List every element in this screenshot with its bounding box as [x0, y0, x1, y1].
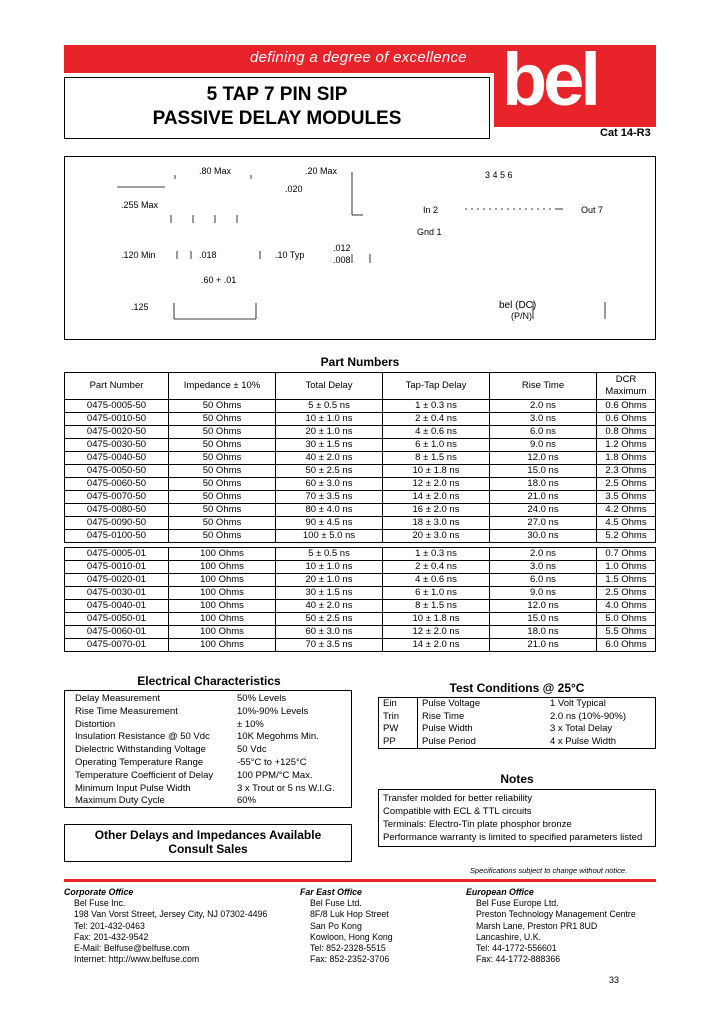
electrical-value: 3 x Trout or 5 ns W.I.G.	[237, 782, 335, 794]
table-cell: 50 ± 2.5 ns	[276, 613, 383, 626]
table-cell: 20 ± 3.0 ns	[383, 530, 490, 543]
dim-10-typ: .10 Typ	[275, 250, 305, 260]
note-item: Transfer molded for better reliability	[383, 793, 533, 804]
table-cell: 0475-0100-50	[65, 530, 169, 543]
table-cell: 8 ± 1.5 ns	[383, 600, 490, 613]
dim-80-max: .80 Max	[199, 166, 232, 176]
corporate-line: Tel: 201-432-0463	[74, 920, 145, 931]
electrical-param: Delay Measurement	[75, 693, 161, 704]
test-conditions-title: Test Conditions @ 25°C	[449, 681, 585, 695]
table-cell: 2 ± 0.4 ns	[383, 561, 490, 574]
electrical-value: 100 PPM/°C Max.	[237, 769, 313, 781]
table-cell: 8 ± 1.5 ns	[383, 452, 490, 465]
table-cell: 24.0 ns	[490, 504, 597, 517]
table-cell: 0475-0050-01	[65, 613, 169, 626]
table-row	[65, 587, 656, 600]
table-cell: 50 Ohms	[169, 491, 276, 504]
test-param: Pulse Period	[422, 735, 476, 747]
europe-line: Fax: 44-1772-888366	[476, 954, 561, 965]
dim-018: .018	[199, 250, 217, 260]
electrical-param: Temperature Coefficient of Delay	[75, 769, 214, 781]
title-line-2: PASSIVE DELAY MODULES	[152, 108, 402, 129]
table-cell: 20 ± 1.0 ns	[276, 426, 383, 439]
table-cell: 0475-0090-50	[65, 517, 169, 530]
electrical-characteristics	[64, 690, 352, 808]
table-cell: 1 ± 0.3 ns	[383, 400, 490, 413]
test-row	[379, 711, 656, 724]
table-row	[65, 548, 656, 561]
far-east-office	[300, 887, 393, 965]
table-cell: 0.6 Ohms	[597, 400, 656, 413]
table-cell: 12 ± 2.0 ns	[383, 478, 490, 491]
other-delays-box	[64, 824, 352, 862]
table-cell: 21.0 ns	[490, 491, 597, 504]
dimension-diagram	[64, 156, 656, 340]
test-symbol: PW	[379, 723, 418, 736]
test-symbol: Ein	[379, 698, 418, 711]
col-tap-delay: Tap-Tap Delay	[383, 373, 490, 400]
corporate-line: Bel Fuse Inc.	[74, 898, 126, 909]
electrical-param: Distortion	[75, 718, 116, 730]
table-cell: 0475-0040-01	[65, 600, 169, 613]
test-param: Pulse Voltage	[422, 698, 481, 709]
table-cell: 0475-0005-01	[65, 548, 169, 561]
table-cell: 9.0 ns	[490, 587, 597, 600]
table-cell: 0475-0060-01	[65, 626, 169, 639]
table-cell: 18 ± 3.0 ns	[383, 517, 490, 530]
table-cell: 40 ± 2.0 ns	[276, 452, 383, 465]
table-cell: 6.0 ns	[490, 426, 597, 439]
pn-marking: (P/N)	[511, 311, 532, 321]
table-row	[65, 426, 656, 439]
table-row	[65, 439, 656, 452]
table-cell: 20 ± 1.0 ns	[276, 574, 383, 587]
electrical-value: 10%-90% Levels	[237, 705, 309, 717]
corporate-line: E-Mail: Belfuse@belfuse.com	[74, 943, 190, 954]
electrical-value: 50% Levels	[237, 693, 287, 704]
test-value: 3 x Total Delay	[550, 723, 613, 734]
table-cell: 14 ± 2.0 ns	[383, 639, 490, 652]
tap-numbers: 3 4 5 6	[485, 170, 513, 180]
fareast-line: 8F/8 Luk Hop Street	[310, 909, 389, 920]
title-line-1: 5 TAP 7 PIN SIP	[206, 84, 348, 105]
table-cell: 100 Ohms	[169, 587, 276, 600]
table-row	[65, 400, 656, 413]
col-impedance: Impedance ± 10%	[169, 373, 276, 400]
table-cell: 1.8 Ohms	[597, 452, 656, 465]
corporate-line: Internet: http://www.belfuse.com	[74, 954, 200, 965]
table-cell: 30 ± 1.5 ns	[276, 439, 383, 452]
table-cell: 6.0 Ohms	[597, 639, 656, 652]
fareast-line: Kowloon, Hong Kong	[310, 931, 393, 942]
gnd-pin-label: Gnd 1	[417, 227, 442, 237]
dim-012: .012	[333, 243, 351, 253]
table-cell: 80 ± 4.0 ns	[276, 504, 383, 517]
tagline: defining a degree of excellence	[250, 49, 467, 66]
table-cell: 12 ± 2.0 ns	[383, 626, 490, 639]
table-cell: 10 ± 1.0 ns	[276, 413, 383, 426]
electrical-param: Insulation Resistance @ 50 Vdc	[75, 731, 210, 743]
table-cell: 40 ± 2.0 ns	[276, 600, 383, 613]
table-row	[65, 413, 656, 426]
table-cell: 0475-0040-50	[65, 452, 169, 465]
dim-020: .020	[285, 184, 303, 194]
electrical-param: Operating Temperature Range	[75, 757, 204, 768]
col-part-number: Part Number	[65, 373, 169, 400]
table-cell: 21.0 ns	[490, 639, 597, 652]
table-row	[65, 530, 656, 543]
table-cell: 0475-0005-50	[65, 400, 169, 413]
diagram-lines	[65, 157, 657, 341]
table-cell: 100 Ohms	[169, 613, 276, 626]
table-cell: 15.0 ns	[490, 465, 597, 478]
table-cell: 18.0 ns	[490, 478, 597, 491]
other-line-1: Other Delays and Impedances Available	[94, 828, 322, 842]
table-row	[65, 613, 656, 626]
footer-red-bar	[64, 879, 656, 882]
col-dcr: DCR Maximum	[597, 373, 656, 400]
table-cell: 50 Ohms	[169, 400, 276, 413]
dim-255-max: .255 Max	[121, 200, 159, 210]
note-item: Compatible with ECL & TTL circuits	[383, 806, 532, 817]
table-cell: 100 Ohms	[169, 600, 276, 613]
table-cell: 4.2 Ohms	[597, 504, 656, 517]
table-row	[65, 452, 656, 465]
table-cell: 9.0 ns	[490, 439, 597, 452]
electrical-title: Electrical Characteristics	[137, 674, 281, 688]
table-cell: 0.7 Ohms	[597, 548, 656, 561]
table-cell: 2 ± 0.4 ns	[383, 413, 490, 426]
table-cell: 0475-0070-50	[65, 491, 169, 504]
table-header-row	[65, 373, 656, 400]
table-cell: 50 Ohms	[169, 413, 276, 426]
table-cell: 5 ± 0.5 ns	[276, 548, 383, 561]
table-cell: 18.0 ns	[490, 626, 597, 639]
fareast-line: Fax: 852-2352-3706	[310, 954, 390, 965]
fareast-line: San Po Kong	[310, 920, 362, 931]
europe-line: Marsh Lane, Preston PR1 8UD	[476, 920, 598, 931]
part-numbers-title: Part Numbers	[320, 355, 400, 369]
bel-logo-text: bel	[502, 38, 597, 121]
table-cell: 0475-0080-50	[65, 504, 169, 517]
table-cell: 16 ± 2.0 ns	[383, 504, 490, 517]
table-row	[65, 478, 656, 491]
table-cell: 3.5 Ohms	[597, 491, 656, 504]
table-cell: 0475-0010-01	[65, 561, 169, 574]
table-row	[65, 600, 656, 613]
corporate-heading: Corporate Office	[64, 887, 134, 897]
europe-heading: European Office	[466, 887, 534, 897]
table-row	[65, 504, 656, 517]
corporate-office	[64, 887, 267, 965]
table-cell: 2.5 Ohms	[597, 478, 656, 491]
test-row	[379, 736, 656, 749]
dim-008: .008	[333, 255, 351, 265]
table-row	[65, 626, 656, 639]
table-cell: 100 Ohms	[169, 574, 276, 587]
table-cell: 50 Ohms	[169, 452, 276, 465]
table-cell: 3.0 ns	[490, 561, 597, 574]
table-cell: 100 Ohms	[169, 548, 276, 561]
corporate-line: Fax: 201-432-9542	[74, 931, 149, 942]
table-cell: 15.0 ns	[490, 613, 597, 626]
table-cell: 10 ± 1.8 ns	[383, 465, 490, 478]
table-cell: 12.0 ns	[490, 452, 597, 465]
table-cell: 4 ± 0.6 ns	[383, 574, 490, 587]
note-item: Terminals: Electro-Tin plate phosphor bronze	[383, 819, 572, 830]
table-row	[65, 574, 656, 587]
spec-note: Specifications subject to change without notice.	[470, 866, 628, 875]
table-cell: 0475-0030-01	[65, 587, 169, 600]
notes-box	[378, 789, 656, 847]
table-cell: 5.2 Ohms	[597, 530, 656, 543]
table-cell: 10 ± 1.0 ns	[276, 561, 383, 574]
table-cell: 27.0 ns	[490, 517, 597, 530]
table-cell: 10 ± 1.8 ns	[383, 613, 490, 626]
col-rise-time: Rise Time	[490, 373, 597, 400]
table-cell: 0.8 Ohms	[597, 426, 656, 439]
table-cell: 0.6 Ohms	[597, 413, 656, 426]
table-cell: 50 ± 2.5 ns	[276, 465, 383, 478]
table-cell: 60 ± 3.0 ns	[276, 478, 383, 491]
table-cell: 50 Ohms	[169, 530, 276, 543]
electrical-param: Dielectric Withstanding Voltage	[75, 744, 206, 756]
table-cell: 1.2 Ohms	[597, 439, 656, 452]
notes-title: Notes	[500, 772, 534, 786]
table-cell: 30.0 ns	[490, 530, 597, 543]
table-cell: 0475-0050-50	[65, 465, 169, 478]
bel-dc-marking: bel (DC)	[499, 300, 537, 311]
note-item: Performance warranty is limited to specified parameters listed	[383, 832, 643, 843]
table-cell: 4 ± 0.6 ns	[383, 426, 490, 439]
table-cell: 6 ± 1.0 ns	[383, 587, 490, 600]
dim-120-min: .120 Min	[121, 250, 156, 260]
table-cell: 6.0 ns	[490, 574, 597, 587]
table-cell: 14 ± 2.0 ns	[383, 491, 490, 504]
electrical-param: Maximum Duty Cycle	[75, 795, 165, 807]
table-cell: 3.0 ns	[490, 413, 597, 426]
test-row	[379, 723, 656, 736]
fareast-line: Tel: 852-2328-5515	[310, 943, 386, 954]
table-row	[65, 491, 656, 504]
table-cell: 0475-0060-50	[65, 478, 169, 491]
table-cell: 50 Ohms	[169, 478, 276, 491]
table-cell: 50 Ohms	[169, 465, 276, 478]
electrical-value: 60%	[237, 795, 257, 807]
table-cell: 2.3 Ohms	[597, 465, 656, 478]
europe-line: Preston Technology Management Centre	[476, 909, 636, 920]
other-line-2: Consult Sales	[168, 842, 248, 856]
electrical-value: ± 10%	[237, 718, 264, 730]
test-value: 2.0 ns (10%-90%)	[550, 710, 627, 722]
part-numbers-table	[64, 372, 656, 652]
table-cell: 2.5 Ohms	[597, 587, 656, 600]
table-row	[65, 517, 656, 530]
table-cell: 60 ± 3.0 ns	[276, 626, 383, 639]
table-cell: 0475-0010-50	[65, 413, 169, 426]
table-cell: 0475-0030-50	[65, 439, 169, 452]
test-symbol: Trin	[379, 711, 418, 724]
table-cell: 50 Ohms	[169, 426, 276, 439]
table-cell: 100 Ohms	[169, 561, 276, 574]
european-office	[466, 887, 636, 965]
dim-20-max: .20 Max	[305, 166, 338, 176]
dim-60: .60 + .01	[201, 275, 237, 285]
table-cell: 2.0 ns	[490, 548, 597, 561]
table-cell: 100 ± 5.0 ns	[276, 530, 383, 543]
table-cell: 30 ± 1.5 ns	[276, 587, 383, 600]
table-cell: 5.5 Ohms	[597, 626, 656, 639]
electrical-param: Minimum Input Pulse Width	[75, 782, 191, 794]
electrical-value: -55°C to +125°C	[237, 757, 307, 768]
corporate-line: 198 Van Vorst Street, Jersey City, NJ 07302-4496	[74, 909, 268, 920]
table-row	[65, 561, 656, 574]
table-cell: 100 Ohms	[169, 639, 276, 652]
page-number: 33	[609, 975, 620, 985]
table-cell: 50 Ohms	[169, 517, 276, 530]
table-cell: 1.5 Ohms	[597, 574, 656, 587]
test-row	[379, 698, 656, 711]
table-cell: 5.0 Ohms	[597, 613, 656, 626]
table-cell: 6 ± 1.0 ns	[383, 439, 490, 452]
table-cell: 2.0 ns	[490, 400, 597, 413]
table-cell: 0475-0070-01	[65, 639, 169, 652]
in-pin-label: In 2	[423, 205, 439, 215]
table-cell: 70 ± 3.5 ns	[276, 639, 383, 652]
europe-line: Tel: 44-1772-556601	[476, 943, 557, 954]
fareast-heading: Far East Office	[300, 887, 362, 897]
dim-125: .125	[131, 302, 149, 312]
out-pin-label: Out 7	[581, 205, 604, 215]
table-cell: 70 ± 3.5 ns	[276, 491, 383, 504]
col-total-delay: Total Delay	[276, 373, 383, 400]
electrical-value: 10K Megohms Min.	[237, 731, 319, 743]
table-cell: 12.0 ns	[490, 600, 597, 613]
table-row	[65, 465, 656, 478]
catalog-number: Cat 14-R3	[600, 127, 651, 139]
table-cell: 0475-0020-01	[65, 574, 169, 587]
table-cell: 1 ± 0.3 ns	[383, 548, 490, 561]
table-cell: 90 ± 4.5 ns	[276, 517, 383, 530]
table-cell: 0475-0020-50	[65, 426, 169, 439]
electrical-param: Rise Time Measurement	[75, 705, 178, 717]
table-cell: 4.0 Ohms	[597, 600, 656, 613]
fareast-line: Bel Fuse Ltd.	[310, 898, 362, 909]
table-cell: 100 Ohms	[169, 626, 276, 639]
test-value: 1 Volt Typical	[550, 698, 606, 709]
table-cell: 1.0 Ohms	[597, 561, 656, 574]
table-cell: 50 Ohms	[169, 504, 276, 517]
electrical-value: 50 Vdc	[237, 744, 267, 756]
table-cell: 50 Ohms	[169, 439, 276, 452]
europe-line: Bel Fuse Europe Ltd.	[476, 898, 559, 909]
test-symbol: PP	[379, 736, 418, 749]
test-conditions-table	[378, 697, 656, 749]
europe-line: Lancashire, U.K.	[476, 931, 542, 942]
table-cell: 4.5 Ohms	[597, 517, 656, 530]
test-value: 4 x Pulse Width	[550, 735, 616, 747]
table-row	[65, 639, 656, 652]
table-cell: 5 ± 0.5 ns	[276, 400, 383, 413]
test-param: Pulse Width	[422, 723, 473, 734]
test-param: Rise Time	[422, 710, 465, 722]
